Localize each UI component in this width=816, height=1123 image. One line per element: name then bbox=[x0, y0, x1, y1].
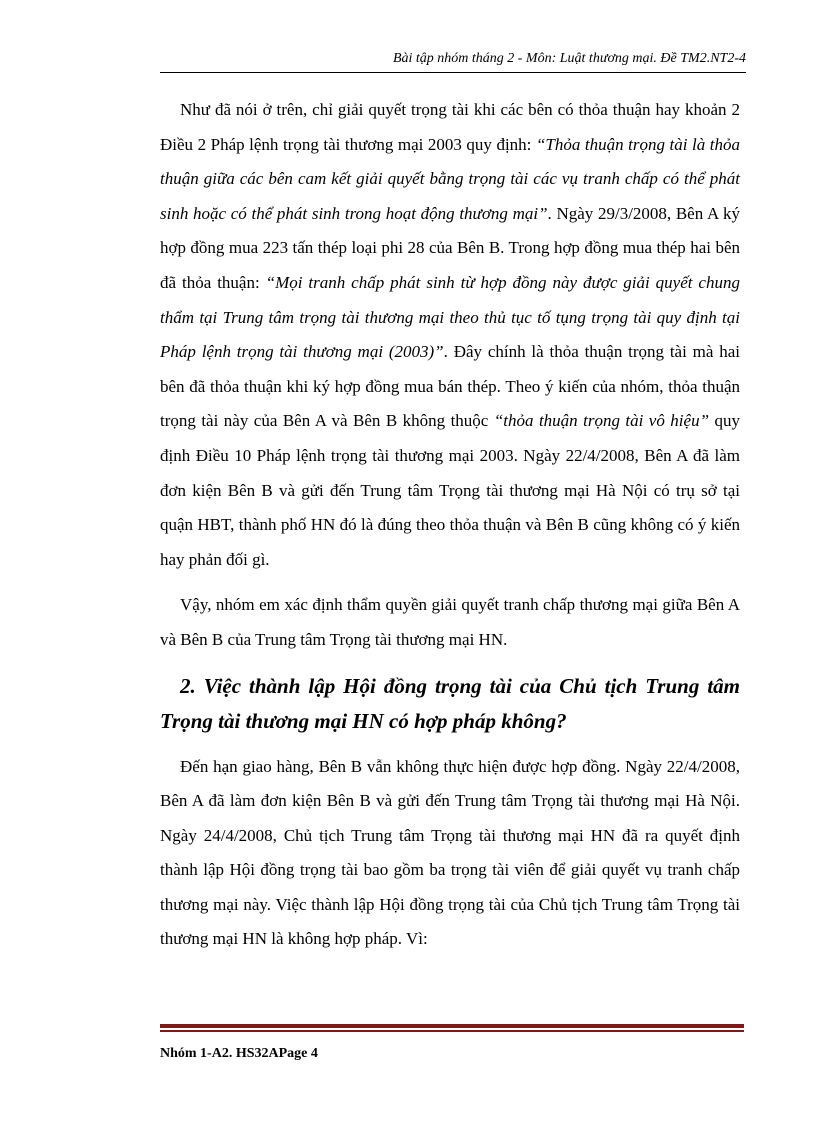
paragraph-1-seg-0: Như đã nói ở trên, chỉ giải quyết trọng tài khi các bên có thỏa thuận hay khoản 2 Điều 2 Pháp lệnh trọng tài thương mại 2003 quy định: bbox=[160, 100, 740, 154]
paragraph-1 bbox=[160, 93, 740, 577]
footer-rule-thick bbox=[160, 1024, 744, 1028]
paragraph-1-quote-invalid-agreement: “thỏa thuận trọng tài vô hiệu” bbox=[493, 411, 710, 431]
footer-rule-thin bbox=[160, 1030, 744, 1032]
footer-text: Nhóm 1-A2. HS32APage 4 bbox=[160, 1046, 318, 1061]
section-heading: 2. Việc thành lập Hội đồng trọng tài của Chủ tịch Trung tâm Trọng tài thương mại HN có hợp pháp không? bbox=[160, 673, 740, 733]
section-paragraph: Đến hạn giao hàng, Bên B vẫn không thực hiện được hợp đồng. Ngày 22/4/2008, Bên A đã làm đơn kiện Bên B và gửi đến Trung tâm Trọng tài thương mại Hà Nội. Ngày 24/4/2008, Chủ tịch Trung tâm Trọng tài thương mại HN đã ra quyết định thành lập Hội đồng trọng tài bao gồm ba trọng tài viên để giải quyết vụ tranh chấp thương mại này. Việc thành lập Hội đồng trọng tài của Chủ tịch Trung tâm Trọng tài thương mại HN là không hợp pháp. Vì: bbox=[160, 756, 740, 949]
paragraph-1-seg-4: . Đây chính là thỏa thuận trọng tài mà hai bên đã thỏa thuận khi ký hợp đồng mua bán thép. Theo ý kiến của nhóm, thỏa thuận trọng tài này của Bên A và Bên B không thuộc bbox=[160, 342, 740, 431]
document-body bbox=[160, 93, 740, 957]
paragraph-2-text: Vậy, nhóm em xác định thẩm quyền giải quyết tranh chấp thương mại giữa Bên A và Bên B của Trung tâm Trọng tài thương mại HN. bbox=[160, 595, 740, 649]
paragraph-1-seg-2: . Ngày 29/3/2008, Bên A ký hợp đồng mua 223 tấn thép loại phi 28 của Bên B. Trong hợp đồng mua thép hai bên đã thỏa thuận: bbox=[160, 203, 740, 292]
paragraph-1-seg-6: quy định Điều 10 Pháp lệnh trọng tài thương mại 2003. Ngày 22/4/2008, Bên A đã làm đơn kiện Bên B và gửi đến Trung tâm Trọng tài thương mại Hà Nội có trụ sở tại quận HBT, thành phố HN đó là đúng theo thỏa thuận và Bên B cũng không có ý kiến hay phản đối gì. bbox=[160, 411, 740, 569]
header-title: Bài tập nhóm tháng 2 - Môn: Luật thương mại. Đề TM2.NT2-4 bbox=[392, 51, 746, 66]
paragraph-1-quote-arbitration-definition: “Thỏa thuận trọng tài là thỏa thuận giữa các bên cam kết giải quyết bằng trọng tài các vụ tranh chấp có thể phát sinh hoặc có thể phát sinh trong hoạt động thương mại” bbox=[160, 134, 740, 223]
paragraph-1-quote-contract-clause: “Mọi tranh chấp phát sinh từ hợp đồng này được giải quyết chung thẩm tại Trung tâm trọng tài thương mại theo thủ tục tố tụng trọng tài quy định tại Pháp lệnh trọng tài thương mại (2003)” bbox=[160, 272, 740, 362]
paragraph-2 bbox=[160, 588, 740, 657]
header-rule bbox=[160, 72, 746, 73]
page-header bbox=[160, 50, 746, 73]
page-footer bbox=[160, 1024, 744, 1062]
